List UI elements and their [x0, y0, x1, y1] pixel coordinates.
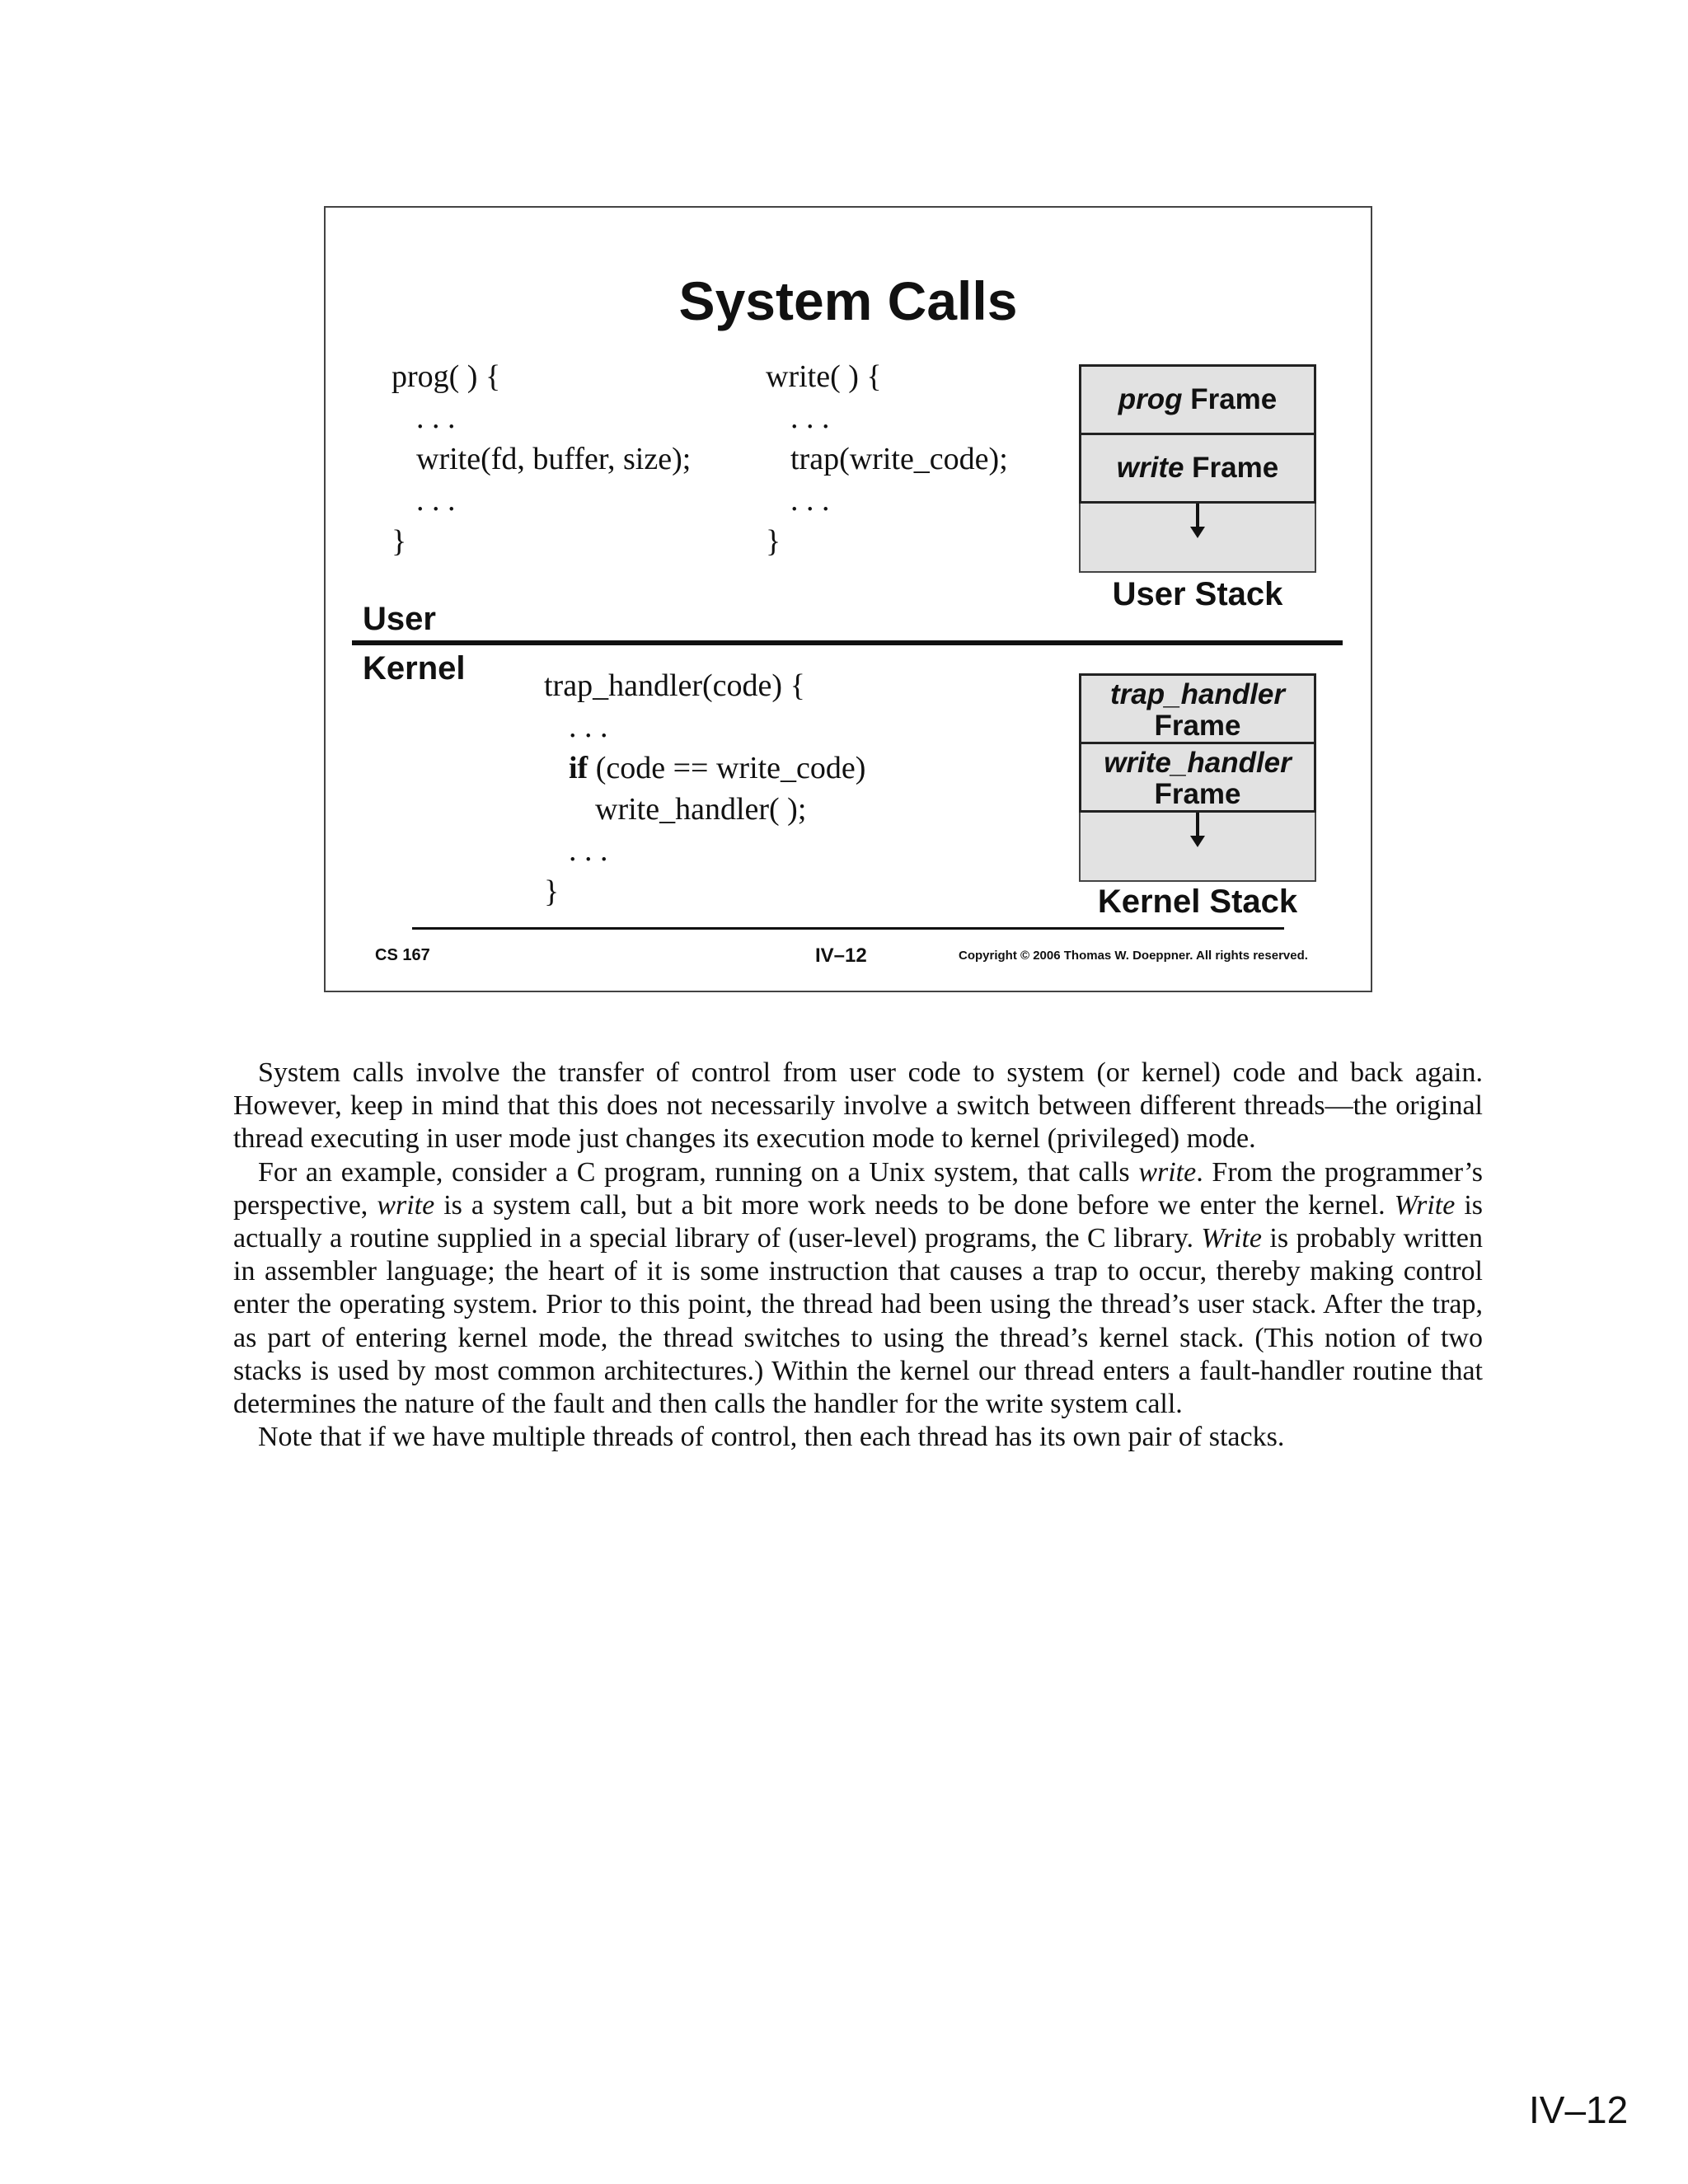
- code-line: write(fd, buffer, size);: [416, 442, 692, 476]
- stack-frame: prog Frame: [1079, 364, 1316, 435]
- code-line: . . .: [569, 833, 608, 868]
- code-line: . . .: [790, 483, 830, 518]
- paragraph: System calls involve the transfer of control from user code to system (or kernel) code and back again. However, keep in mind that this does not necessarily involve a switch between different threads—the original thread executing in user mode just changes its execution mode to kernel (privileged) mode.: [233, 1057, 1483, 1155]
- user-stack-label: User Stack: [1112, 576, 1283, 612]
- code-line: trap_handler(code) {: [544, 668, 805, 703]
- write-code: [766, 356, 1008, 562]
- stack-frame: write_handler Frame: [1079, 742, 1316, 813]
- paragraph: Note that if we have multiple threads of control, then each thread has its own pair of stacks.: [258, 1422, 1285, 1453]
- code-line: }: [392, 524, 407, 559]
- stack-free-space: [1079, 504, 1316, 573]
- down-arrow-icon: [1196, 813, 1199, 837]
- kernel-stack: [1079, 673, 1316, 882]
- code-line: }: [766, 524, 781, 559]
- footer-slide-number: IV–12: [815, 944, 867, 967]
- code-line: write_handler( );: [595, 792, 807, 827]
- slide-title: System Calls: [678, 270, 1018, 331]
- user-kernel-divider: [352, 640, 1343, 645]
- code-line: . . .: [416, 483, 456, 518]
- stack-frame: trap_handler Frame: [1079, 673, 1316, 744]
- stack-frame: write Frame: [1079, 433, 1316, 504]
- down-arrow-icon: [1196, 504, 1199, 528]
- kernel-label: Kernel: [363, 650, 466, 687]
- code-line: trap(write_code);: [790, 442, 1008, 476]
- stack-free-space: [1079, 813, 1316, 882]
- trap-handler-code: [544, 665, 865, 912]
- code-line: . . .: [569, 710, 608, 744]
- page-number: IV–12: [1529, 2088, 1629, 2131]
- user-stack: [1079, 364, 1316, 573]
- prog-code: [392, 356, 691, 562]
- code-line: prog( ) {: [392, 359, 501, 394]
- footer-course: CS 167: [375, 946, 430, 964]
- footer-rule: [412, 927, 1284, 930]
- code-line: if (code == write_code): [569, 751, 866, 785]
- code-line: . . .: [416, 401, 456, 435]
- paragraph: For an example, consider a C program, running on a Unix system, that calls write. From the programmer’s perspective, write is a system call, but a bit more work needs to be done before we enter the kernel. Write is actually a routine supplied in a special library of (user-level) programs, the C library. Write is probably written in assembler language; the heart of it is some instruction that causes a trap to occur, thereby making control enter the operating system. Prior to this point, the thread had been using the thread’s user stack. After the trap, as part of entering kernel mode, the thread switches to using the thread’s kernel stack. (This notion of two stacks is used by most common architectures.) Within the kernel our thread enters a fault-handler routine that determines the nature of the fault and then calls the handler for the write system call.: [233, 1156, 1483, 1420]
- code-line: }: [544, 874, 560, 909]
- kernel-stack-label: Kernel Stack: [1097, 883, 1298, 920]
- code-line: write( ) {: [766, 359, 882, 394]
- slide: [324, 206, 1372, 992]
- body-text: [233, 1057, 1483, 1454]
- footer-copyright: Copyright © 2006 Thomas W. Doeppner. All rights reserved.: [959, 949, 1308, 963]
- user-label: User: [363, 601, 436, 637]
- code-line: . . .: [790, 401, 830, 435]
